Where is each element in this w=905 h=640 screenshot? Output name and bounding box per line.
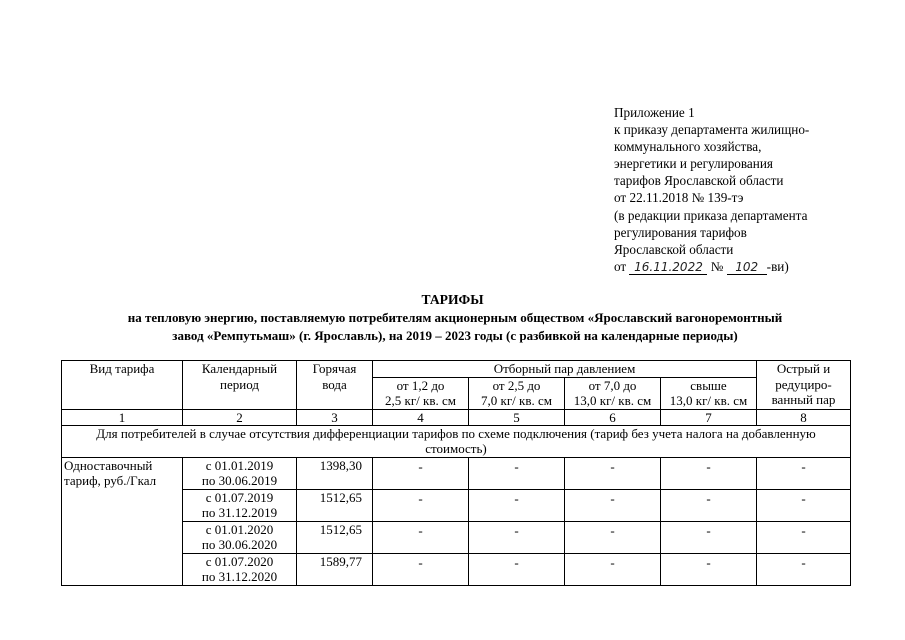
appendix-line: (в редакции приказа департамента — [614, 207, 808, 223]
period-cell: с 01.01.2019 по 30.06.2019 — [183, 457, 297, 489]
column-number: 5 — [469, 409, 565, 425]
header-steam-2: от 2,5 до 7,0 кг/ кв. см — [469, 377, 565, 409]
steam-value: - — [469, 521, 565, 553]
header-hot-water: Горячая вода — [297, 361, 373, 410]
handwritten-number: 102 — [727, 260, 767, 275]
sharp-steam-value: - — [757, 489, 851, 521]
steam-value: - — [661, 489, 757, 521]
steam-value: - — [469, 489, 565, 521]
appendix-line: коммунального хозяйства, — [614, 139, 762, 155]
appendix-line: к приказу департамента жилищно- — [614, 122, 810, 138]
tariff-table — [61, 360, 851, 586]
appendix-line: регулирования тарифов — [614, 224, 747, 240]
period-cell: с 01.07.2019 по 31.12.2019 — [183, 489, 297, 521]
appendix-line: тарифов Ярославской области — [614, 173, 784, 189]
header-sharp-steam: Острый и редуциро-ванный пар — [757, 361, 851, 410]
appendix-line: от 22.11.2018 № 139-тэ — [614, 190, 744, 206]
sharp-steam-value: - — [757, 457, 851, 489]
header-steam-4: свыше 13,0 кг/ кв. см — [661, 377, 757, 409]
appendix-line: Приложение 1 — [614, 105, 695, 120]
steam-value: - — [565, 521, 661, 553]
column-number: 8 — [757, 409, 851, 425]
subtitle-line: завод «Ремпутьмаш» (г. Ярославль), на 2019 – 2023 годы (с разбивкой на календарные периоды) — [172, 327, 738, 343]
column-number: 1 — [62, 409, 183, 425]
header-steam-3: от 7,0 до 13,0 кг/ кв. см — [565, 377, 661, 409]
header-period: Календарный период — [183, 361, 297, 410]
sharp-steam-value: - — [757, 553, 851, 585]
column-number: 7 — [661, 409, 757, 425]
steam-value: - — [661, 457, 757, 489]
steam-value: - — [469, 553, 565, 585]
steam-value: - — [373, 553, 469, 585]
appendix-edition-line — [614, 258, 894, 275]
number-sign: № — [710, 258, 724, 274]
steam-value: - — [565, 457, 661, 489]
header-steam-1: от 1,2 до 2,5 кг/ кв. см — [373, 377, 469, 409]
column-number: 3 — [297, 409, 373, 425]
subtitle-line: на тепловую энергию, поставляемую потребителям акционерным обществом «Ярославский вагоноремонтный — [127, 310, 783, 325]
header-steam-group: Отборный пар давлением — [373, 361, 757, 378]
period-cell: с 01.01.2020 по 30.06.2020 — [183, 521, 297, 553]
column-number: 4 — [373, 409, 469, 425]
hot-water-value: 1398,30 — [297, 457, 373, 489]
section-row — [62, 425, 851, 457]
steam-value: - — [565, 553, 661, 585]
steam-value: - — [373, 457, 469, 489]
period-cell: с 01.07.2020 по 31.12.2020 — [183, 553, 297, 585]
steam-value: - — [661, 553, 757, 585]
hot-water-value: 1589,77 — [297, 553, 373, 585]
steam-value: - — [469, 457, 565, 489]
column-number: 2 — [183, 409, 297, 425]
appendix-block — [614, 104, 894, 275]
sharp-steam-value: - — [757, 521, 851, 553]
hot-water-value: 1512,65 — [297, 489, 373, 521]
edition-suffix: -ви) — [766, 258, 789, 274]
tariff-kind: Одноставочный тариф, руб./Гкал — [62, 457, 183, 585]
edition-prefix: от — [614, 258, 627, 274]
header-kind: Вид тарифа — [62, 361, 183, 410]
steam-value: - — [373, 489, 469, 521]
steam-value: - — [373, 521, 469, 553]
header-row — [62, 361, 851, 378]
appendix-line: Ярославской области — [614, 241, 734, 257]
table-row — [62, 457, 851, 489]
column-number: 6 — [565, 409, 661, 425]
handwritten-date: 16.11.2022 — [629, 260, 707, 275]
section-title: Для потребителей в случае отсутствия дифференциации тарифов по схеме подключения (тариф без учета налога на добавленную стоимость) — [62, 425, 851, 457]
document-subtitle — [60, 309, 850, 344]
steam-value: - — [661, 521, 757, 553]
steam-value: - — [565, 489, 661, 521]
appendix-line: энергетики и регулирования — [614, 156, 773, 172]
column-number-row — [62, 409, 851, 425]
document-title: ТАРИФЫ — [421, 292, 484, 307]
hot-water-value: 1512,65 — [297, 521, 373, 553]
